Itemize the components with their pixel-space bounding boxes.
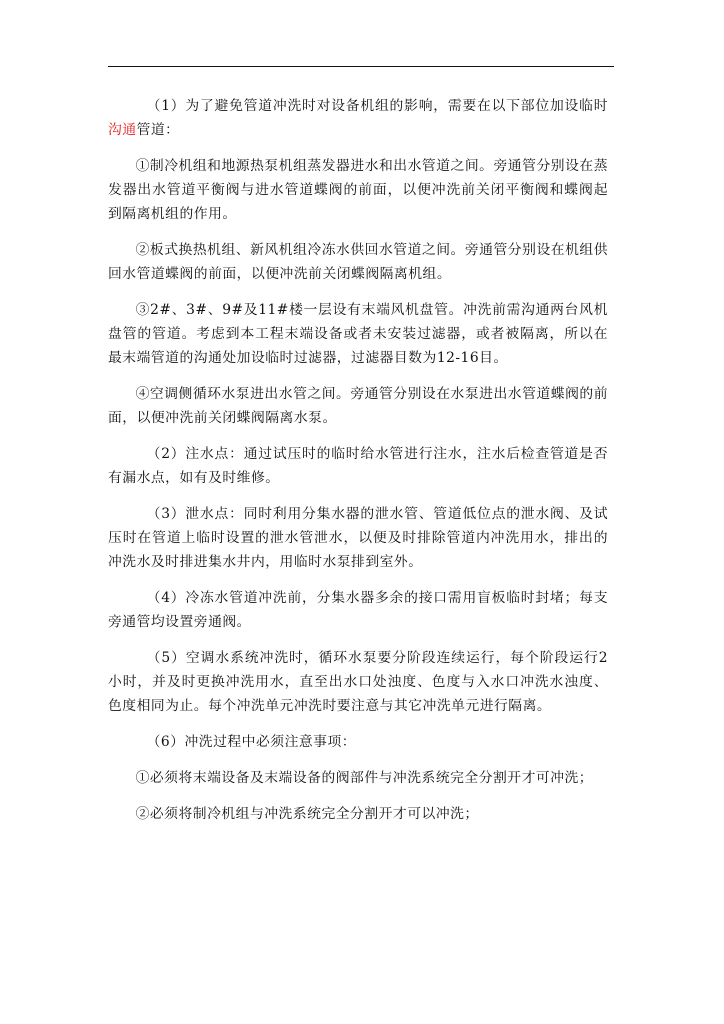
paragraph-5: ④空调侧循环水泵进出水管之间。旁通管分别设在水泵进出水管道蝶阀的前面，以便冲洗前关闭蝶阀隔离水泵。	[108, 386, 608, 426]
paragraph-12: ②必须将制冷机组与冲洗系统完全分割开才可以冲洗；	[135, 806, 479, 822]
paragraph-7: （3）泄水点：同时利用分集水器的泄水管、管道低位点的泄水阀、及试压时在管道上临时设置的泄水管泄水，以便及时排除管道内冲洗用水，排出的冲洗水及时排进集水井内，用临时水泵排到室外。	[108, 506, 608, 570]
paragraph-1-text: （1）为了避免管道冲洗时对设备机组的影响，需要在以下部位加设临时	[146, 98, 608, 114]
paragraph-3: ②板式换热机组、新风机组冷冻水供回水管道之间。旁通管分别设在机组供回水管道蝶阀的前面，以便冲洗前关闭蝶阀隔离机组。	[108, 242, 608, 282]
paragraph-4: ③2#、3#、9#及11#楼一层设有末端风机盘管。冲洗前需沟通两台风机盘管的管道。考虑到本工程末端设备或者未安装过滤器，或者被隔离，所以在最末端管道的沟通处加设临时过滤器，过滤器目数为12-16目。	[108, 302, 608, 366]
paragraph-1-tail: 管道：	[136, 122, 180, 138]
paragraph-11: ①必须将末端设备及末端设备的阀部件与冲洗系统完全分割开才可冲洗；	[135, 770, 594, 786]
paragraph-8: （4）冷冻水管道冲洗前，分集水器多余的接口需用盲板临时封堵；每支旁通管均设置旁通阀。	[108, 590, 608, 630]
document-body	[108, 94, 608, 838]
paragraph-9: （5）空调水系统冲洗时，循环水泵要分阶段连续运行，每个阶段运行2小时，并及时更换冲洗用水，直至出水口处浊度、色度与入水口冲洗水浊度、色度相同为止。每个冲洗单元冲洗时要注意与其它冲洗单元进行隔离。	[108, 650, 608, 714]
paragraph-2: ①制冷机组和地源热泵机组蒸发器进水和出水管道之间。旁通管分别设在蒸发器出水管道平衡阀与进水管道蝶阀的前面，以便冲洗前关闭平衡阀和蝶阀起到隔离机组的作用。	[108, 158, 608, 222]
highlighted-term: 沟通	[108, 122, 137, 138]
header-rule	[108, 66, 614, 67]
paragraph-1	[108, 94, 608, 142]
paragraph-6: （2）注水点：通过试压时的临时给水管进行注水，注水后检查管道是否有漏水点，如有及时维修。	[108, 446, 608, 486]
paragraph-10: （6）冲洗过程中必须注意事项：	[146, 734, 357, 750]
